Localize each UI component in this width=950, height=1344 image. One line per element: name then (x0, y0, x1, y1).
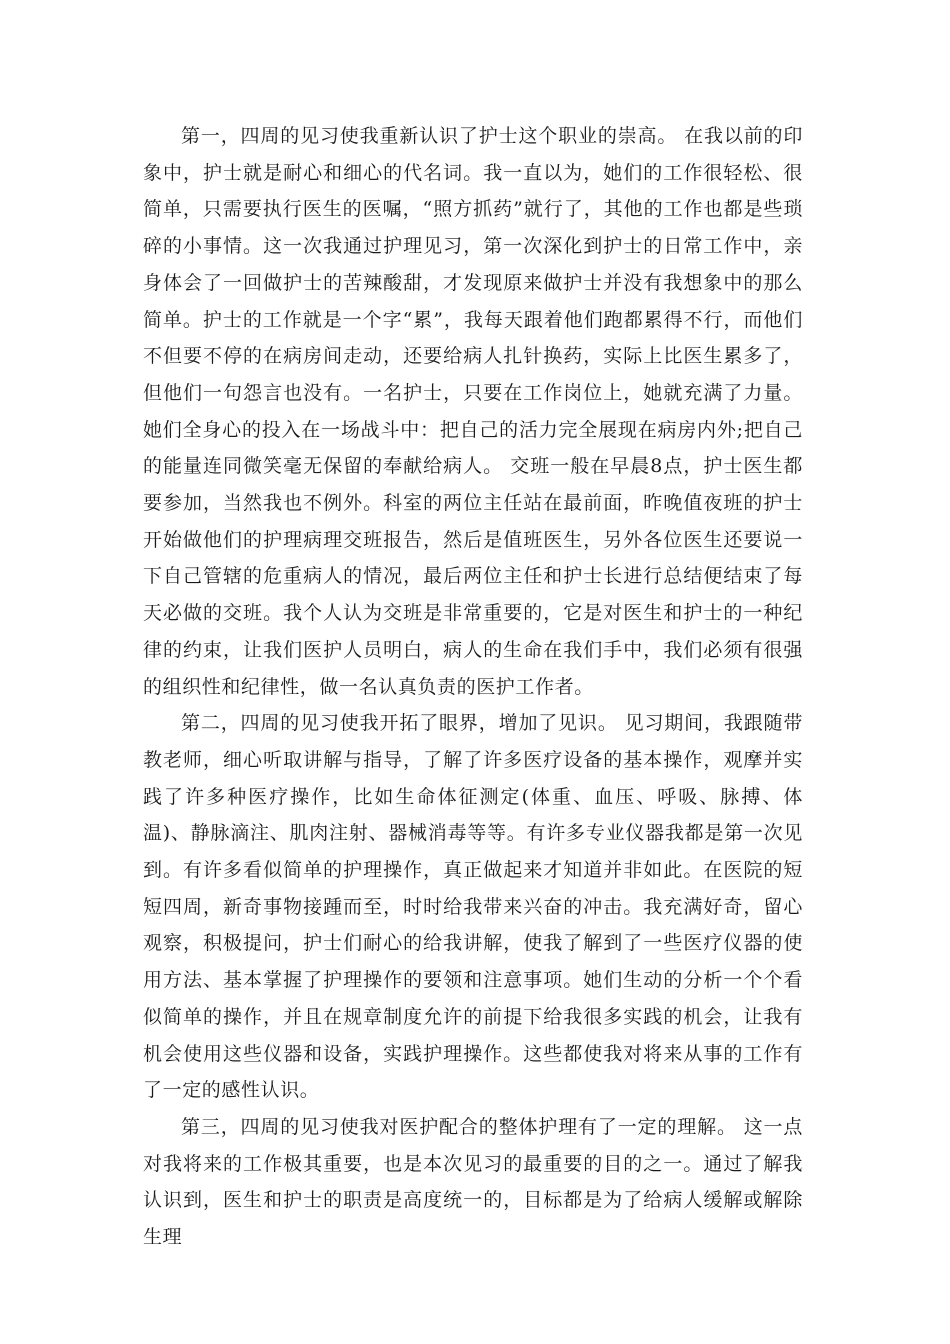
paragraph-third-teamwork-understanding: 第三，四周的见习使我对医护配合的整体护理有了一定的理解。 这一点对我将来的工作极其重要，也是本次见习的最重要的目的之一。通过了解我认识到，医生和护士的职责是高度统一的，目标都是为了给病人缓解或解除生理 (143, 1115, 803, 1249)
paragraph-first-nursing-profession: 第一，四周的见习使我重新认识了护士这个职业的崇高。 在我以前的印象中，护士就是耐心和细心的代名词。我一直以为，她们的工作很轻松、很简单，只需要执行医生的医嘱，“照方抓药”就行了，其他的工作也都是些琐碎的小事情。这一次我通过护理见习，第一次深化到护士的日常工作中，亲身体会了一回做护士的苦辣酸甜，才发现原来做护士并没有我想象中的那么简单。护士的工作就是一个字“累”，我每天跟着他们跑都累得不行，而他们不但要不停的在病房间走动，还要给病人扎针换药，实际上比医生累多了，但他们一句怨言也没有。一名护士，只要在工作岗位上，她就充满了力量。她们全身心的投入在一场战斗中：把自己的活力完全展现在病房内外;把自己的能量连同微笑毫无保留的奉献给病人。 交班一般在早晨8点，护士医生都要参加，当然我也不例外。科室的两位主任站在最前面，昨晚值夜班的护士开始做他们的护理病理交班报告，然后是值班医生，另外各位医生还要说一下自己管辖的危重病人的情况，最后两位主任和护士长进行总结便结束了每天必做的交班。我个人认为交班是非常重要的，它是对医生和护士的一种纪律的约束，让我们医护人员明白，病人的生命在我们手中，我们必须有很强的组织性和纪律性，做一名认真负责的医护工作者。 (143, 125, 803, 698)
document-body (143, 118, 803, 1256)
paragraph-second-broadened-horizons: 第二，四周的见习使我开拓了眼界，增加了见识。 见习期间，我跟随带教老师，细心听取讲解与指导，了解了许多医疗设备的基本操作，观摩并实践了许多种医疗操作，比如生命体征测定(体重、血压、呼吸、脉搏、体温)、静脉滴注、肌肉注射、器械消毒等等。有许多专业仪器我都是第一次见到。有许多看似简单的护理操作，真正做起来才知道并非如此。在医院的短短四周，新奇事物接踵而至，时时给我带来兴奋的冲击。我充满好奇，留心观察，积极提问，护士们耐心的给我讲解，使我了解到了一些医疗仪器的使用方法、基本掌握了护理操作的要领和注意事项。她们生动的分析一个个看似简单的操作，并且在规章制度允许的前提下给我很多实践的机会，让我有机会使用这些仪器和设备，实践护理操作。这些都使我对将来从事的工作有了一定的感性认识。 (143, 712, 803, 1102)
